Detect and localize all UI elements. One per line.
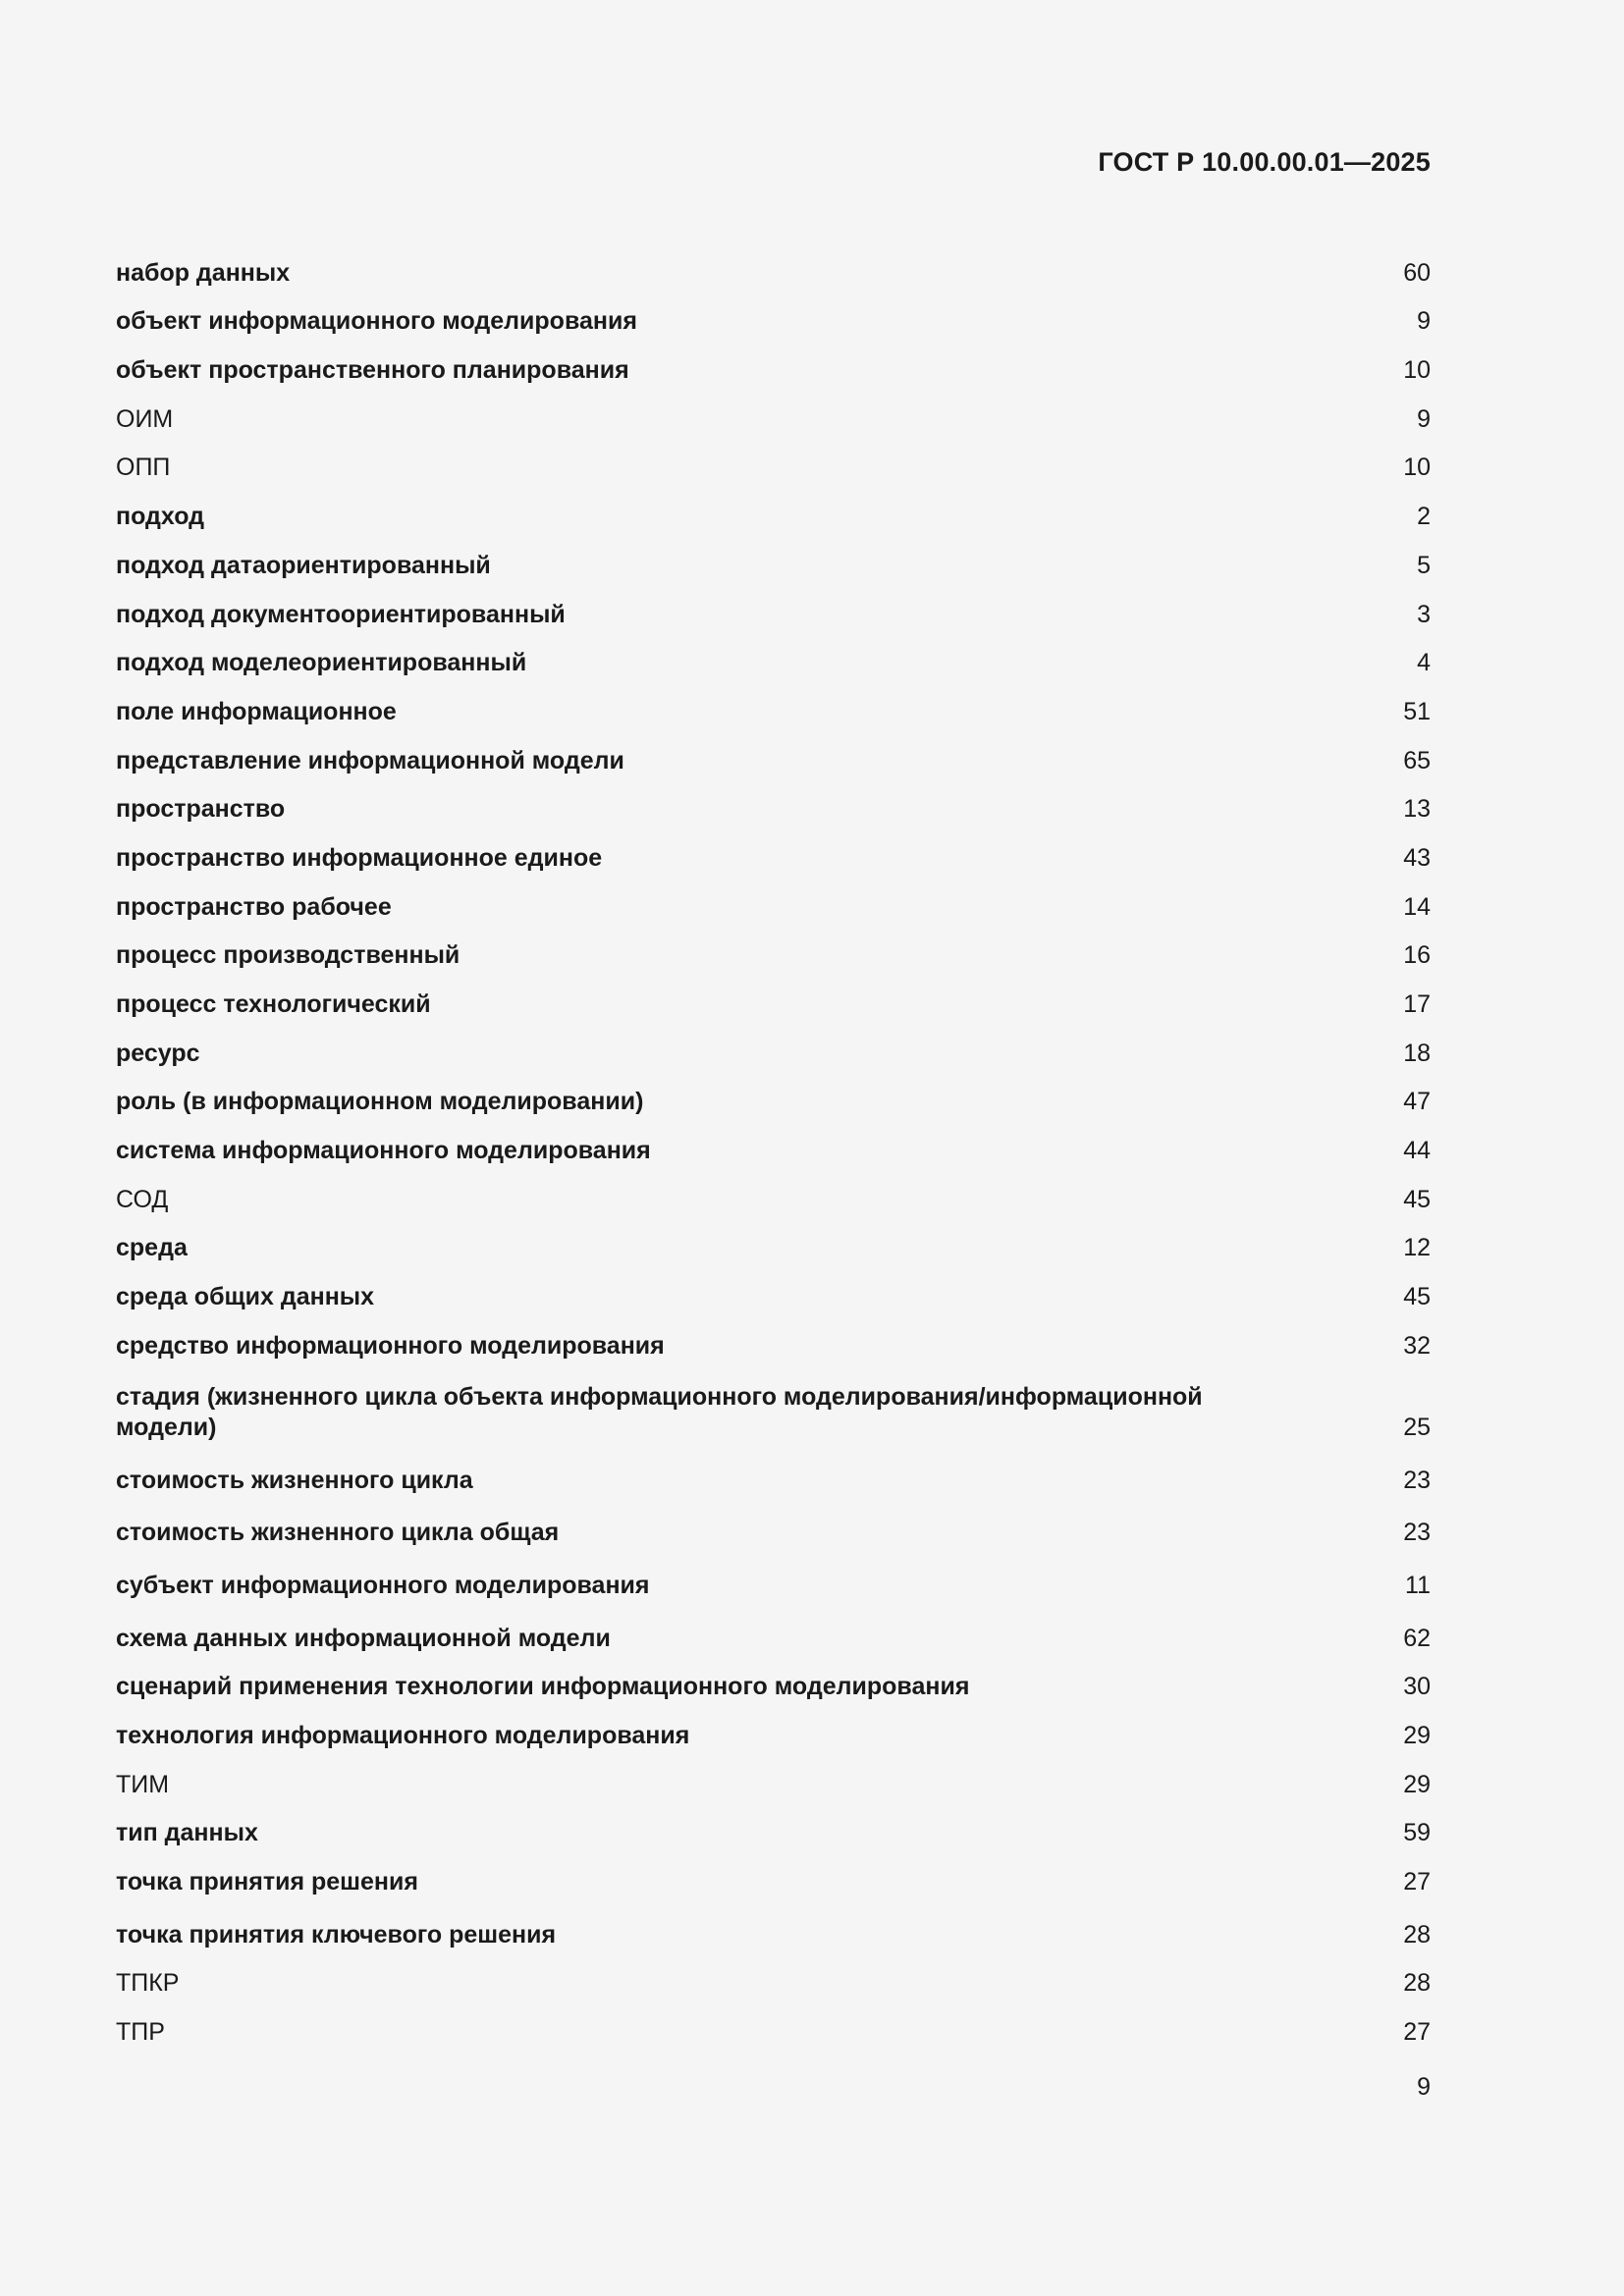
index-term: ТПКР: [116, 1969, 180, 1998]
index-entry: [116, 240, 1431, 289]
index-term: стоимость жизненного цикла общая: [116, 1519, 560, 1547]
index-term: стадия (жизненного цикла объекта информационного моделирования/информационной модели): [116, 1382, 1203, 1441]
index-page-ref: 27: [1403, 1868, 1431, 1896]
index-term: набор данных: [116, 258, 291, 287]
index-entry: [116, 337, 1431, 386]
index-term: СОД: [116, 1185, 169, 1213]
index-page-ref: 29: [1403, 1770, 1431, 1798]
index-entry: [116, 874, 1431, 923]
index-term: среда общих данных: [116, 1283, 375, 1311]
index-entry: [116, 1500, 1431, 1549]
page-number: 9: [1417, 2073, 1431, 2101]
index-term: стоимость жизненного цикла: [116, 1466, 473, 1494]
index-page-ref: 44: [1403, 1137, 1431, 1165]
index-entry: [116, 386, 1431, 435]
index-term: субъект информационного моделирования: [116, 1571, 650, 1599]
index-term: технология информационного моделирования: [116, 1721, 690, 1749]
index-entry: [116, 630, 1431, 679]
index-term: подход документоориентированный: [116, 600, 566, 628]
index-page-ref: 28: [1403, 1969, 1431, 1998]
index-entry: [116, 1069, 1431, 1118]
index-page-ref: 59: [1403, 1819, 1431, 1847]
index-entry: [116, 1020, 1431, 1069]
index-page-ref: 45: [1403, 1185, 1431, 1213]
index-page-ref: 10: [1403, 454, 1431, 482]
index-page-ref: 32: [1403, 1331, 1431, 1360]
index-entry: [116, 1605, 1431, 1654]
index-term: процесс технологический: [116, 990, 431, 1018]
index-term: точка принятия ключевого решения: [116, 1920, 557, 1949]
index-term: система информационного моделирования: [116, 1137, 651, 1165]
index-entry: [116, 1263, 1431, 1312]
index-page-ref: 65: [1403, 746, 1431, 774]
index-entry: [116, 1950, 1431, 2000]
index-term: сценарий применения технологии информационного моделирования: [116, 1673, 970, 1701]
index-term: среда: [116, 1234, 188, 1262]
index-page-ref: 47: [1403, 1088, 1431, 1116]
index-page-ref: 9: [1417, 404, 1431, 433]
index-entry: [116, 289, 1431, 338]
index-page-ref: 2: [1417, 503, 1431, 531]
index-page-ref: 10: [1403, 356, 1431, 385]
index-entry: [116, 1901, 1431, 1950]
index-term: объект информационного моделирования: [116, 307, 637, 336]
index-entry: [116, 1552, 1431, 1601]
index-entry: [116, 923, 1431, 972]
index-entry: [116, 1166, 1431, 1215]
index-page-ref: 60: [1403, 258, 1431, 287]
index-entry: [116, 1702, 1431, 1751]
index-page-ref: 13: [1403, 795, 1431, 824]
index-term: средство информационного моделирования: [116, 1331, 665, 1360]
index-term: подход моделеориентированный: [116, 649, 527, 677]
index-term: подход: [116, 503, 205, 531]
index-entry: [116, 1751, 1431, 1800]
index-entry: [116, 1117, 1431, 1166]
index-term: процесс производственный: [116, 941, 460, 970]
index-page-ref: 27: [1403, 2018, 1431, 2047]
index-term: ОПП: [116, 454, 171, 482]
index-page-ref: 9: [1417, 307, 1431, 336]
index-page-ref: 25: [1403, 1413, 1431, 1441]
index-page-ref: 11: [1405, 1571, 1431, 1599]
index-entry: [116, 1999, 1431, 2048]
index-entry: [116, 1312, 1431, 1362]
index-entry: [116, 1362, 1431, 1443]
index-page-ref: 29: [1403, 1721, 1431, 1749]
index-term: роль (в информационном моделировании): [116, 1088, 644, 1116]
index-entry: [116, 971, 1431, 1020]
index-entry: [116, 825, 1431, 874]
index-entry: [116, 1654, 1431, 1703]
index-term: ТПР: [116, 2018, 165, 2047]
index-term: ресурс: [116, 1039, 200, 1067]
index-page-ref: 4: [1417, 649, 1431, 677]
index-term: пространство: [116, 795, 286, 824]
alphabetical-index: [116, 240, 1431, 2048]
index-term: точка принятия решения: [116, 1868, 418, 1896]
index-page-ref: 23: [1403, 1466, 1431, 1494]
index-term: тип данных: [116, 1819, 258, 1847]
index-page-ref: 3: [1417, 600, 1431, 628]
index-page-ref: 62: [1403, 1624, 1431, 1652]
index-page-ref: 17: [1403, 990, 1431, 1018]
index-page-ref: 12: [1403, 1234, 1431, 1262]
index-entry: [116, 678, 1431, 727]
index-page-ref: 28: [1403, 1920, 1431, 1949]
index-term: ОИМ: [116, 404, 174, 433]
index-entry: [116, 435, 1431, 484]
index-page-ref: 18: [1403, 1039, 1431, 1067]
index-term: пространство информационное единое: [116, 843, 603, 872]
index-term: схема данных информационной модели: [116, 1624, 611, 1652]
document-header: ГОСТ Р 10.00.00.01—2025: [1098, 147, 1431, 177]
index-page-ref: 16: [1403, 941, 1431, 970]
index-term: ТИМ: [116, 1770, 170, 1798]
index-page-ref: 43: [1403, 843, 1431, 872]
index-page-ref: 30: [1403, 1673, 1431, 1701]
index-page-ref: 14: [1403, 892, 1431, 921]
index-entry: [116, 581, 1431, 630]
index-entry: [116, 727, 1431, 776]
index-entry: [116, 1848, 1431, 1897]
index-page-ref: 5: [1417, 551, 1431, 579]
index-term: объект пространственного планирования: [116, 356, 629, 385]
index-entry: [116, 1215, 1431, 1264]
index-page-ref: 23: [1403, 1519, 1431, 1547]
index-page-ref: 45: [1403, 1283, 1431, 1311]
index-term: подход датаориентированный: [116, 551, 491, 579]
index-entry: [116, 1447, 1431, 1496]
index-term: поле информационное: [116, 697, 397, 725]
index-entry: [116, 483, 1431, 532]
index-page-ref: 51: [1403, 697, 1431, 725]
index-entry: [116, 776, 1431, 826]
index-entry: [116, 532, 1431, 581]
index-term: пространство рабочее: [116, 892, 392, 921]
index-term: представление информационной модели: [116, 746, 624, 774]
index-entry: [116, 1800, 1431, 1849]
